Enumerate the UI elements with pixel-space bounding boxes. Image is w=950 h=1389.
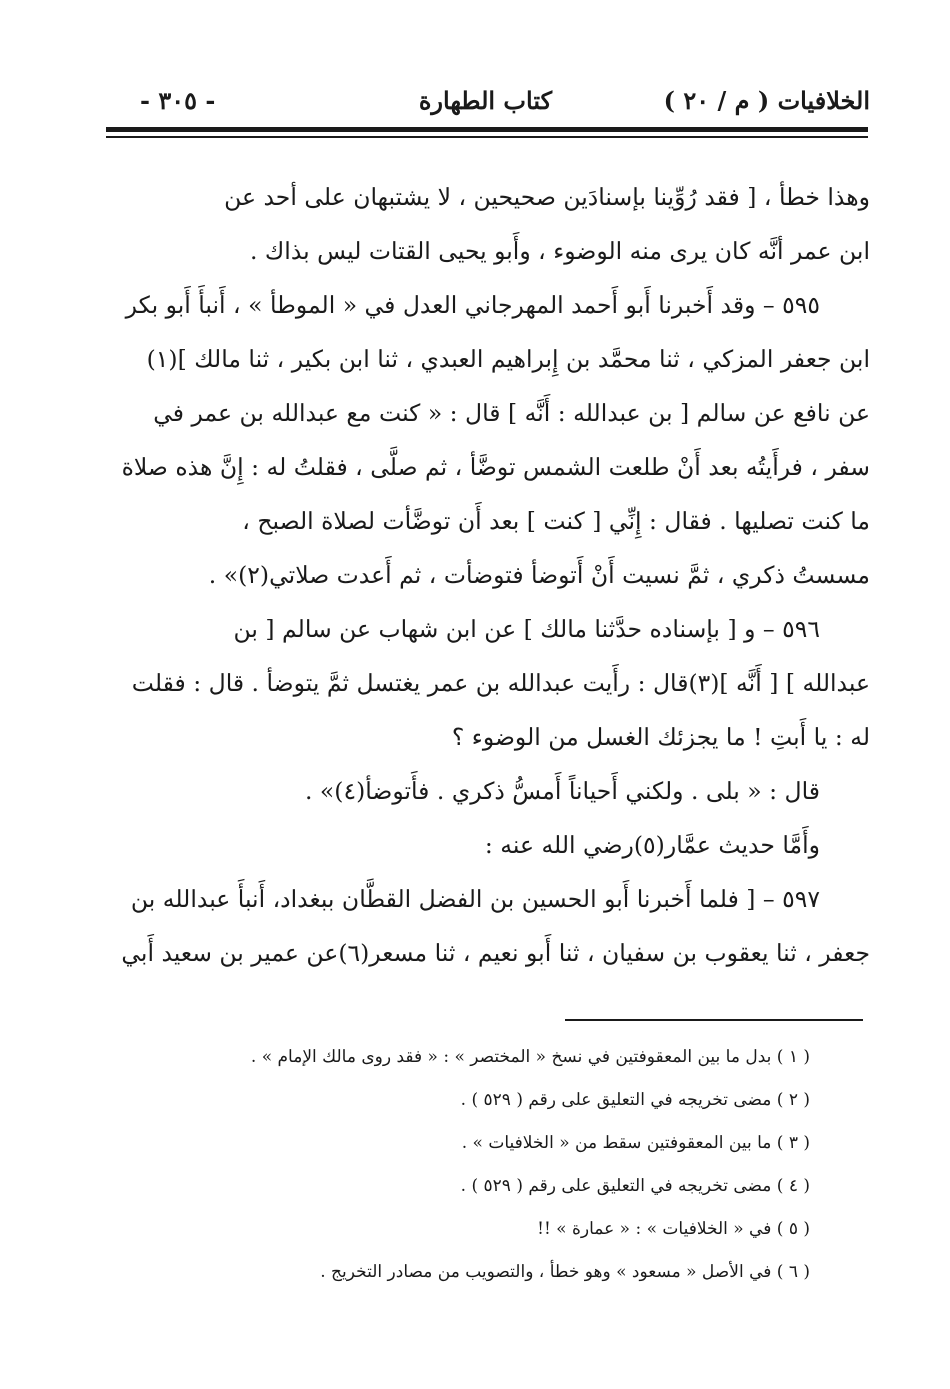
text-line: قال : « بلى . ولكني أَحياناً أَمسُّ ذكري . فأَتوضأ(٤)» . <box>304 777 820 805</box>
text-line: ابن جعفر المزكي ، ثنا محمَّد بن إِبراهيم العبدي ، ثنا ابن بكير ، ثنا مالك ](١) <box>146 345 870 373</box>
header-rule-thick <box>106 127 868 132</box>
footnote: ( ١ ) بدل ما بين المعقوفتين في نسخ « المختصر » : « فقد روى مالك الإمام » . <box>250 1047 810 1067</box>
footnote: ( ٢ ) مضى تخريجه في التعليق على رقم ( ٥٢٩ ) . <box>460 1090 810 1110</box>
text-line: جعفر ، ثنا يعقوب بن سفيان ، ثنا أَبو نعيم ، ثنا مسعر(٦)عن عمير بن سعيد أَبي <box>121 939 870 967</box>
text-line: وهذا خطأ ، [ فقد رُوِّينا بإسنادَين صحيحين ، لا يشتبهان على أحد عن <box>224 183 870 211</box>
text-line: عن نافع عن سالم [ بن عبدالله : أَنَّه ] قال : « كنت مع عبدالله بن عمر في <box>153 399 870 427</box>
footnote-separator <box>565 1019 863 1021</box>
header-rule-thin <box>106 136 868 138</box>
text-line: ٥٩٥ – وقد أَخبرنا أَبو أَحمد المهرجاني العدل في « الموطأ » ، أَنبأَ أَبو بكر <box>125 291 820 319</box>
footnote: ( ٥ ) في « الخلافيات » : « عمارة » !! <box>537 1219 810 1239</box>
main-text <box>100 170 870 980</box>
footnote: ( ٦ ) في الأصل « مسعود » وهو خطأ ، والتصويب من مصادر التخريج . <box>320 1262 810 1282</box>
footnote: ( ٣ ) ما بين المعقوفتين سقط من « الخلافيات » . <box>461 1133 810 1153</box>
book-title: الخلافيات ( م / ٢٠ ) <box>663 86 870 115</box>
text-line: ابن عمر أنَّه كان يرى منه الوضوء ، وأَبو يحيى القتات ليس بذاك . <box>249 237 870 265</box>
footnotes <box>120 1036 810 1294</box>
text-line: سفر ، فرأَيتُه بعد أَنْ طلعت الشمس توضَّأ ، ثم صلَّى ، فقلتُ له : إِنَّ هذه صلاة <box>121 453 870 481</box>
page-number: - ٣٠٥ - <box>140 86 216 115</box>
text-line: ٥٩٧ – [ فلما أَخبرنا أَبو الحسين بن الفضل القطَّان ببغداد، أَنبأَ عبدالله بن <box>130 885 820 913</box>
text-line: وأَمَّا حديث عمَّار(٥)رضي الله عنه : <box>484 831 820 859</box>
text-line: ما كنت تصليها . فقال : إِنِّي [ كنت ] بعد أَن توضَّأت لصلاة الصبح ، <box>242 507 870 535</box>
running-header <box>105 76 870 126</box>
chapter-title: كتاب الطهارة <box>418 86 552 115</box>
text-line: له : يا أَبتِ ! ما يجزئك الغسل من الوضوء ؟ <box>451 723 870 751</box>
footnote: ( ٤ ) مضى تخريجه في التعليق على رقم ( ٥٢٩ ) . <box>460 1176 810 1196</box>
text-line: عبدالله ] [ أَنَّه ](٣)قال : رأَيت عبدالله بن عمر يغتسل ثمَّ يتوضأ . قال : فقلت <box>131 669 870 697</box>
text-line: مسستُ ذكري ، ثمَّ نسيت أَنْ أَتوضأ فتوضأت ، ثم أَعدت صلاتي(٢)» . <box>208 561 870 589</box>
text-line: ٥٩٦ – و [ بإسناده حدَّثنا مالك ] عن ابن شهاب عن سالم [ بن <box>233 615 820 643</box>
